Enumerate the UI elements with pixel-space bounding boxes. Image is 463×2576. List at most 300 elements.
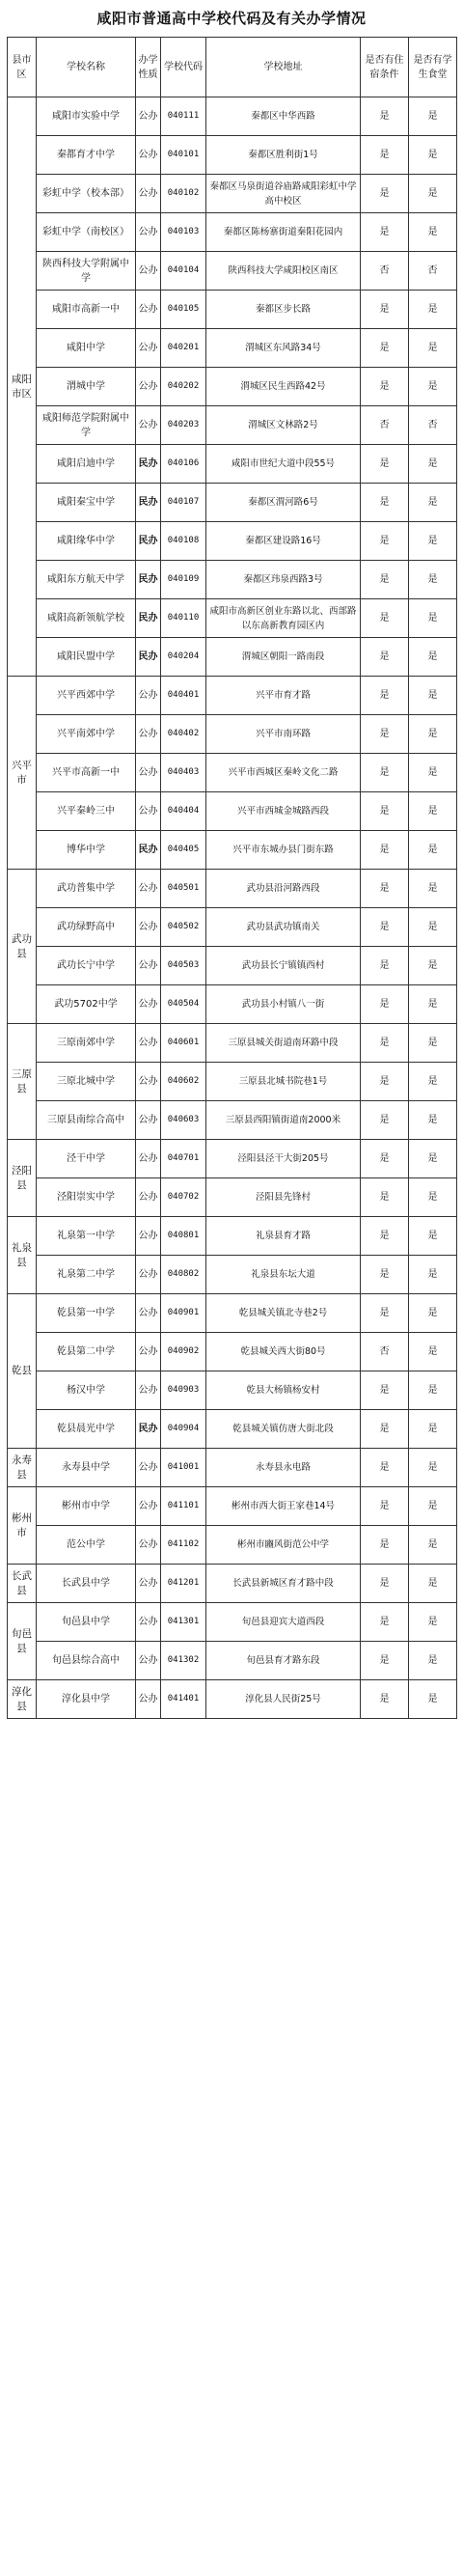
canteen-cell: 是: [409, 831, 457, 870]
school-code-cell: 041001: [161, 1449, 206, 1487]
canteen-cell: 是: [409, 1024, 457, 1063]
nature-cell: 公办: [136, 1256, 161, 1294]
school-name-cell: 乾县晨光中学: [37, 1410, 136, 1449]
dorm-cell: 是: [361, 97, 409, 136]
canteen-cell: 是: [409, 175, 457, 213]
address-cell: 秦都区玮泉西路3号: [206, 561, 361, 599]
table-row: [8, 1642, 457, 1680]
school-code-cell: 040501: [161, 870, 206, 908]
school-table: [7, 37, 457, 1719]
dorm-cell: 是: [361, 136, 409, 175]
canteen-cell: 是: [409, 484, 457, 522]
address-cell: 兴平市育才路: [206, 677, 361, 715]
school-code-cell: 040601: [161, 1024, 206, 1063]
table-row: [8, 1371, 457, 1410]
canteen-cell: 是: [409, 754, 457, 792]
school-code-cell: 040103: [161, 213, 206, 252]
school-name-cell: 兴平南郊中学: [37, 715, 136, 754]
table-row: [8, 329, 457, 368]
header-region: 县市区: [8, 38, 37, 97]
address-cell: 渭城区文林路2号: [206, 406, 361, 445]
school-code-cell: 040802: [161, 1256, 206, 1294]
canteen-cell: 是: [409, 908, 457, 947]
table-row: [8, 1101, 457, 1140]
nature-cell: 公办: [136, 870, 161, 908]
region-cell: 咸阳市区: [8, 97, 37, 677]
school-code-cell: 040904: [161, 1410, 206, 1449]
school-code-cell: 040201: [161, 329, 206, 368]
region-cell: 长武县: [8, 1565, 37, 1603]
nature-cell: 公办: [136, 1487, 161, 1526]
address-cell: 兴平市西城金城路西段: [206, 792, 361, 831]
region-cell: 武功县: [8, 870, 37, 1024]
nature-cell: 公办: [136, 1294, 161, 1333]
dorm-cell: 是: [361, 1680, 409, 1719]
canteen-cell: 是: [409, 213, 457, 252]
dorm-cell: 是: [361, 1101, 409, 1140]
school-name-cell: 秦都育才中学: [37, 136, 136, 175]
table-row: [8, 715, 457, 754]
school-code-cell: 041302: [161, 1642, 206, 1680]
canteen-cell: 是: [409, 329, 457, 368]
address-cell: 长武县新城区育才路中段: [206, 1565, 361, 1603]
dorm-cell: 是: [361, 1063, 409, 1101]
nature-cell: 公办: [136, 1526, 161, 1565]
table-row: [8, 1449, 457, 1487]
nature-cell: 公办: [136, 1642, 161, 1680]
dorm-cell: 是: [361, 831, 409, 870]
address-cell: 乾县大杨镇杨安村: [206, 1371, 361, 1410]
address-cell: 乾县城关西大街80号: [206, 1333, 361, 1371]
dorm-cell: 是: [361, 1256, 409, 1294]
canteen-cell: 是: [409, 985, 457, 1024]
canteen-cell: 是: [409, 715, 457, 754]
header-canteen: 是否有学生食堂: [409, 38, 457, 97]
table-row: [8, 1178, 457, 1217]
school-name-cell: 乾县第二中学: [37, 1333, 136, 1371]
address-cell: 武功县长宁镇镇西村: [206, 947, 361, 985]
dorm-cell: 是: [361, 947, 409, 985]
school-code-cell: 040102: [161, 175, 206, 213]
nature-cell: 公办: [136, 368, 161, 406]
school-name-cell: 礼泉第一中学: [37, 1217, 136, 1256]
dorm-cell: 是: [361, 561, 409, 599]
canteen-cell: 是: [409, 522, 457, 561]
dorm-cell: 是: [361, 445, 409, 484]
canteen-cell: 是: [409, 1294, 457, 1333]
address-cell: 渭城区朝阳一路南段: [206, 638, 361, 677]
table-row: [8, 484, 457, 522]
school-code-cell: 040602: [161, 1063, 206, 1101]
address-cell: 三原县西阳镇街道南2000米: [206, 1101, 361, 1140]
dorm-cell: 是: [361, 368, 409, 406]
canteen-cell: 是: [409, 792, 457, 831]
nature-cell: 公办: [136, 1333, 161, 1371]
nature-cell: 民办: [136, 484, 161, 522]
address-cell: 乾县城关镇北寺巷2号: [206, 1294, 361, 1333]
dorm-cell: 是: [361, 1526, 409, 1565]
table-row: [8, 947, 457, 985]
nature-cell: 公办: [136, 754, 161, 792]
nature-cell: 民办: [136, 522, 161, 561]
nature-cell: 民办: [136, 599, 161, 638]
nature-cell: 公办: [136, 1680, 161, 1719]
canteen-cell: 否: [409, 406, 457, 445]
school-code-cell: 041102: [161, 1526, 206, 1565]
nature-cell: 公办: [136, 1565, 161, 1603]
dorm-cell: 是: [361, 291, 409, 329]
school-code-cell: 040110: [161, 599, 206, 638]
address-cell: 泾阳县泾干大街205号: [206, 1140, 361, 1178]
school-code-cell: 040502: [161, 908, 206, 947]
canteen-cell: 是: [409, 1333, 457, 1371]
school-name-cell: 礼泉第二中学: [37, 1256, 136, 1294]
canteen-cell: 是: [409, 1487, 457, 1526]
school-name-cell: 杨汉中学: [37, 1371, 136, 1410]
school-name-cell: 博华中学: [37, 831, 136, 870]
school-name-cell: 咸阳市实验中学: [37, 97, 136, 136]
nature-cell: 公办: [136, 175, 161, 213]
table-row: [8, 1294, 457, 1333]
school-name-cell: 兴平市高新一中: [37, 754, 136, 792]
canteen-cell: 是: [409, 1371, 457, 1410]
table-row: [8, 1487, 457, 1526]
dorm-cell: 是: [361, 175, 409, 213]
canteen-cell: 是: [409, 561, 457, 599]
dorm-cell: 是: [361, 638, 409, 677]
school-code-cell: 040108: [161, 522, 206, 561]
table-row: [8, 1256, 457, 1294]
canteen-cell: 是: [409, 1063, 457, 1101]
dorm-cell: 是: [361, 1371, 409, 1410]
table-row: [8, 1603, 457, 1642]
address-cell: 秦都区胜利街1号: [206, 136, 361, 175]
school-code-cell: 041401: [161, 1680, 206, 1719]
nature-cell: 公办: [136, 1178, 161, 1217]
school-code-cell: 040801: [161, 1217, 206, 1256]
school-code-cell: 040104: [161, 252, 206, 291]
dorm-cell: 是: [361, 213, 409, 252]
school-code-cell: 040404: [161, 792, 206, 831]
table-row: [8, 136, 457, 175]
school-name-cell: 陕西科技大学附属中学: [37, 252, 136, 291]
table-row: [8, 561, 457, 599]
canteen-cell: 是: [409, 368, 457, 406]
nature-cell: 民办: [136, 831, 161, 870]
table-row: [8, 213, 457, 252]
address-cell: 兴平市西城区秦岭文化二路: [206, 754, 361, 792]
dorm-cell: 是: [361, 985, 409, 1024]
school-code-cell: 040402: [161, 715, 206, 754]
dorm-cell: 是: [361, 1140, 409, 1178]
dorm-cell: 是: [361, 1603, 409, 1642]
table-row: [8, 1410, 457, 1449]
canteen-cell: 是: [409, 1140, 457, 1178]
table-row: [8, 638, 457, 677]
school-name-cell: 三原北城中学: [37, 1063, 136, 1101]
nature-cell: 公办: [136, 677, 161, 715]
address-cell: 三原县城关街道南环路中段: [206, 1024, 361, 1063]
canteen-cell: 是: [409, 1410, 457, 1449]
nature-cell: 公办: [136, 291, 161, 329]
header-nature: 办学性质: [136, 38, 161, 97]
school-name-cell: 咸阳中学: [37, 329, 136, 368]
nature-cell: 民办: [136, 638, 161, 677]
school-code-cell: 040203: [161, 406, 206, 445]
nature-cell: 公办: [136, 1063, 161, 1101]
canteen-cell: 是: [409, 97, 457, 136]
school-name-cell: 旬邑县中学: [37, 1603, 136, 1642]
dorm-cell: 是: [361, 677, 409, 715]
school-name-cell: 咸阳市高新一中: [37, 291, 136, 329]
school-name-cell: 武功绿野高中: [37, 908, 136, 947]
school-name-cell: 武功5702中学: [37, 985, 136, 1024]
header-row: [8, 38, 457, 97]
nature-cell: 公办: [136, 136, 161, 175]
canteen-cell: 是: [409, 1603, 457, 1642]
dorm-cell: 是: [361, 870, 409, 908]
page-title: 咸阳市普通高中学校代码及有关办学情况: [96, 10, 367, 27]
header-address: 学校地址: [206, 38, 361, 97]
table-row: [8, 870, 457, 908]
dorm-cell: 否: [361, 1333, 409, 1371]
table-row: [8, 406, 457, 445]
school-code-cell: 040902: [161, 1333, 206, 1371]
school-name-cell: 彩虹中学（南校区）: [37, 213, 136, 252]
dorm-cell: 否: [361, 406, 409, 445]
address-cell: 秦都区陈杨寨街道秦阳花园内: [206, 213, 361, 252]
school-code-cell: 040105: [161, 291, 206, 329]
region-cell: 淳化县: [8, 1680, 37, 1719]
nature-cell: 公办: [136, 947, 161, 985]
nature-cell: 公办: [136, 406, 161, 445]
table-row: [8, 97, 457, 136]
nature-cell: 公办: [136, 252, 161, 291]
address-cell: 秦都区渭河路6号: [206, 484, 361, 522]
nature-cell: 公办: [136, 1140, 161, 1178]
header-name: 学校名称: [37, 38, 136, 97]
school-name-cell: 泾干中学: [37, 1140, 136, 1178]
dorm-cell: 是: [361, 792, 409, 831]
nature-cell: 公办: [136, 1217, 161, 1256]
school-code-cell: 040403: [161, 754, 206, 792]
table-row: [8, 792, 457, 831]
address-cell: 渭城区民生西路42号: [206, 368, 361, 406]
region-cell: 彬州市: [8, 1487, 37, 1565]
school-name-cell: 兴平秦岭三中: [37, 792, 136, 831]
nature-cell: 公办: [136, 908, 161, 947]
canteen-cell: 是: [409, 677, 457, 715]
address-cell: 兴平市南环路: [206, 715, 361, 754]
school-name-cell: 咸阳东方航天中学: [37, 561, 136, 599]
nature-cell: 公办: [136, 1603, 161, 1642]
nature-cell: 民办: [136, 445, 161, 484]
address-cell: 彬州市西大街王家巷14号: [206, 1487, 361, 1526]
school-code-cell: 040504: [161, 985, 206, 1024]
canteen-cell: 是: [409, 1642, 457, 1680]
school-code-cell: 040204: [161, 638, 206, 677]
canteen-cell: 是: [409, 445, 457, 484]
school-name-cell: 永寿县中学: [37, 1449, 136, 1487]
address-cell: 三原县北城书院巷1号: [206, 1063, 361, 1101]
address-cell: 秦都区中华西路: [206, 97, 361, 136]
address-cell: 泾阳县先锋村: [206, 1178, 361, 1217]
address-cell: 咸阳市世纪大道中段55号: [206, 445, 361, 484]
dorm-cell: 是: [361, 715, 409, 754]
school-name-cell: 彩虹中学（校本部）: [37, 175, 136, 213]
region-cell: 乾县: [8, 1294, 37, 1449]
school-name-cell: 咸阳秦宝中学: [37, 484, 136, 522]
dorm-cell: 是: [361, 1410, 409, 1449]
table-row: [8, 1333, 457, 1371]
school-code-cell: 040903: [161, 1371, 206, 1410]
school-code-cell: 040101: [161, 136, 206, 175]
canteen-cell: 是: [409, 1178, 457, 1217]
school-name-cell: 淳化县中学: [37, 1680, 136, 1719]
region-cell: 泾阳县: [8, 1140, 37, 1217]
table-row: [8, 1140, 457, 1178]
region-cell: 旬邑县: [8, 1603, 37, 1680]
school-name-cell: 咸阳高新领航学校: [37, 599, 136, 638]
address-cell: 秦都区步长路: [206, 291, 361, 329]
school-code-cell: 040405: [161, 831, 206, 870]
table-row: [8, 1526, 457, 1565]
school-code-cell: 040107: [161, 484, 206, 522]
table-row: [8, 1063, 457, 1101]
address-cell: 永寿县永电路: [206, 1449, 361, 1487]
school-code-cell: 040401: [161, 677, 206, 715]
table-row: [8, 1217, 457, 1256]
table-row: [8, 291, 457, 329]
school-code-cell: 041301: [161, 1603, 206, 1642]
school-code-cell: 040701: [161, 1140, 206, 1178]
nature-cell: 公办: [136, 792, 161, 831]
dorm-cell: 是: [361, 1217, 409, 1256]
school-code-cell: 041101: [161, 1487, 206, 1526]
table-row: [8, 522, 457, 561]
dorm-cell: 是: [361, 908, 409, 947]
canteen-cell: 否: [409, 252, 457, 291]
table-row: [8, 599, 457, 638]
address-cell: 礼泉县东坛大道: [206, 1256, 361, 1294]
canteen-cell: 是: [409, 291, 457, 329]
school-name-cell: 武功普集中学: [37, 870, 136, 908]
school-name-cell: 三原南郊中学: [37, 1024, 136, 1063]
dorm-cell: 否: [361, 252, 409, 291]
address-cell: 渭城区东风路34号: [206, 329, 361, 368]
address-cell: 淳化县人民街25号: [206, 1680, 361, 1719]
canteen-cell: 是: [409, 1526, 457, 1565]
nature-cell: 公办: [136, 213, 161, 252]
canteen-cell: 是: [409, 1449, 457, 1487]
address-cell: 礼泉县育才路: [206, 1217, 361, 1256]
table-row: [8, 1024, 457, 1063]
dorm-cell: 是: [361, 1294, 409, 1333]
dorm-cell: 是: [361, 329, 409, 368]
table-row: [8, 908, 457, 947]
school-code-cell: 040109: [161, 561, 206, 599]
canteen-cell: 是: [409, 1565, 457, 1603]
table-row: [8, 754, 457, 792]
nature-cell: 公办: [136, 1101, 161, 1140]
region-cell: 永寿县: [8, 1449, 37, 1487]
address-cell: 旬邑县迎宾大道西段: [206, 1603, 361, 1642]
address-cell: 旬邑县育才路东段: [206, 1642, 361, 1680]
school-name-cell: 渭城中学: [37, 368, 136, 406]
address-cell: 武功县沿河路西段: [206, 870, 361, 908]
canteen-cell: 是: [409, 1217, 457, 1256]
school-name-cell: 旬邑县综合高中: [37, 1642, 136, 1680]
school-name-cell: 乾县第一中学: [37, 1294, 136, 1333]
school-code-cell: 040111: [161, 97, 206, 136]
school-code-cell: 040202: [161, 368, 206, 406]
school-name-cell: 范公中学: [37, 1526, 136, 1565]
school-name-cell: 咸阳民盟中学: [37, 638, 136, 677]
canteen-cell: 是: [409, 1680, 457, 1719]
header-code: 学校代码: [161, 38, 206, 97]
address-cell: 秦都区马泉街道谷庙路咸阳彩虹中学高中校区: [206, 175, 361, 213]
school-code-cell: 040106: [161, 445, 206, 484]
school-name-cell: 咸阳缘华中学: [37, 522, 136, 561]
dorm-cell: 是: [361, 754, 409, 792]
region-cell: 礼泉县: [8, 1217, 37, 1294]
nature-cell: 民办: [136, 561, 161, 599]
region-cell: 三原县: [8, 1024, 37, 1140]
nature-cell: 公办: [136, 1024, 161, 1063]
school-code-cell: 041201: [161, 1565, 206, 1603]
school-code-cell: 040901: [161, 1294, 206, 1333]
table-row: [8, 368, 457, 406]
school-code-cell: 040503: [161, 947, 206, 985]
nature-cell: 民办: [136, 1410, 161, 1449]
dorm-cell: 是: [361, 1024, 409, 1063]
school-name-cell: 长武县中学: [37, 1565, 136, 1603]
canteen-cell: 是: [409, 136, 457, 175]
school-name-cell: 泾阳崇实中学: [37, 1178, 136, 1217]
address-cell: 陕西科技大学咸阳校区南区: [206, 252, 361, 291]
nature-cell: 公办: [136, 1449, 161, 1487]
header-dorm: 是否有住宿条件: [361, 38, 409, 97]
school-code-cell: 040603: [161, 1101, 206, 1140]
region-cell: 兴平市: [8, 677, 37, 870]
dorm-cell: 是: [361, 484, 409, 522]
school-name-cell: 武功长宁中学: [37, 947, 136, 985]
school-name-cell: 兴平西郊中学: [37, 677, 136, 715]
address-cell: 兴平市东城办县门街东路: [206, 831, 361, 870]
address-cell: 咸阳市高新区创业东路以北、西部路以东高新教育园区内: [206, 599, 361, 638]
dorm-cell: 是: [361, 1642, 409, 1680]
dorm-cell: 是: [361, 1178, 409, 1217]
dorm-cell: 是: [361, 522, 409, 561]
table-row: [8, 831, 457, 870]
table-row: [8, 677, 457, 715]
nature-cell: 公办: [136, 715, 161, 754]
dorm-cell: 是: [361, 599, 409, 638]
school-name-cell: 咸阳启迪中学: [37, 445, 136, 484]
canteen-cell: 是: [409, 1256, 457, 1294]
table-row: [8, 445, 457, 484]
nature-cell: 公办: [136, 97, 161, 136]
table-row: [8, 1565, 457, 1603]
canteen-cell: 是: [409, 870, 457, 908]
table-row: [8, 985, 457, 1024]
school-name-cell: 三原县南综合高中: [37, 1101, 136, 1140]
address-cell: 彬州市豳风街范公中学: [206, 1526, 361, 1565]
address-cell: 秦都区建设路16号: [206, 522, 361, 561]
nature-cell: 公办: [136, 329, 161, 368]
canteen-cell: 是: [409, 638, 457, 677]
school-name-cell: 彬州市中学: [37, 1487, 136, 1526]
